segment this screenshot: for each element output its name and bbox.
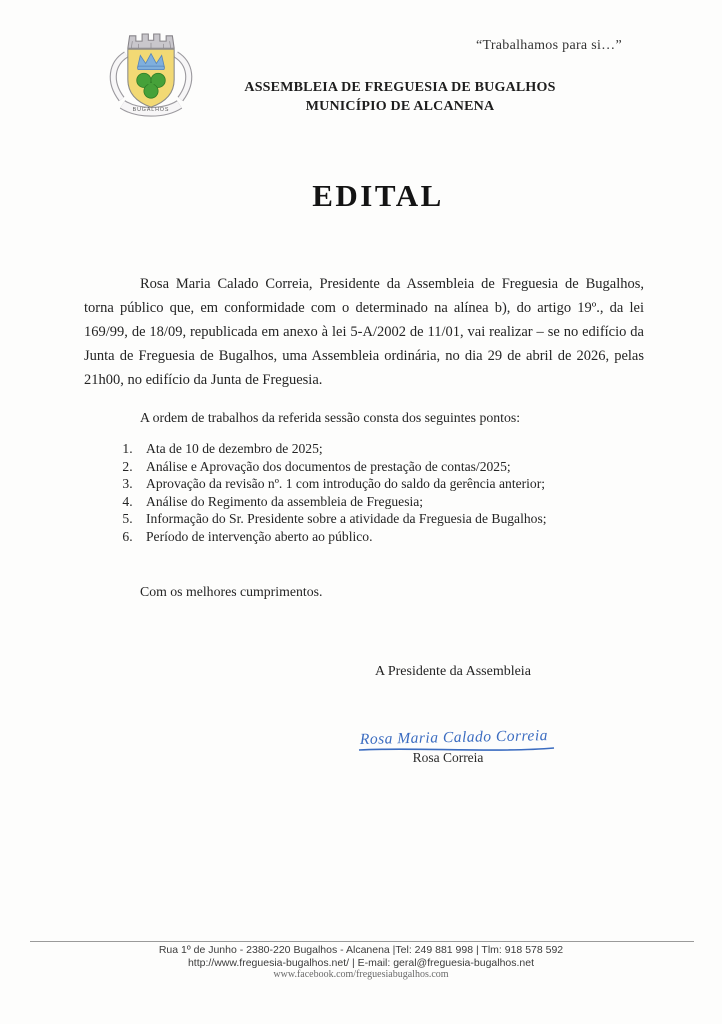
- signature-script-text: Rosa Maria Calado Correia: [359, 727, 549, 748]
- footer-web-line: http://www.freguesia-bugalhos.net/ | E-mail: geral@freguesia-bugalhos.net: [187, 956, 535, 969]
- footer: [0, 944, 722, 982]
- signer-printed-name: Rosa Correia: [412, 750, 484, 765]
- agenda-list: [118, 440, 638, 546]
- notice-body-paragraph: Rosa Maria Calado Correia, Presidente da Assembleia de Freguesia de Bugalhos, torna público que, em conformidade com o determinado na alínea b), do artigo 19º., da lei 169/99, de 18/09, republicada em anexo à lei 5-A/2002 de 11/01, vai realizar – se no edifício da Junta de Freguesia de Bugalhos, uma Assembleia ordinária, no dia 29 de abril de 2026, pelas 21h00, no edifício da Junta de Freguesia.: [84, 276, 644, 388]
- agenda-item-2: 2. Análise e Aprovação dos documentos de prestação de contas/2025;: [136, 458, 638, 476]
- footer-facebook-line: www.facebook.com/freguesiabugalhos.com: [273, 969, 449, 980]
- org-header: [200, 78, 600, 116]
- org-name-line2: MUNICÍPIO DE ALCANENA: [305, 99, 495, 114]
- org-name-line1: ASSEMBLEIA DE FREGUESIA DE BUGALHOS: [244, 80, 556, 95]
- agenda-item-3: 3. Aprovação da revisão nº. 1 com introdução do saldo da gerência anterior;: [136, 475, 638, 493]
- motto-quote: “Trabalhamos para si…”: [475, 38, 622, 53]
- footer-divider: [30, 941, 694, 942]
- agenda-item-1: 1. Ata de 10 de dezembro de 2025;: [136, 440, 638, 458]
- bugalhos-coat-of-arms: [96, 26, 206, 124]
- agenda-item-5: 5. Informação do Sr. Presidente sobre a atividade da Freguesia de Bugalhos;: [136, 510, 638, 528]
- crest-banner-text: BUGALHOS: [132, 107, 170, 114]
- footer-address-line: Rua 1º de Junho - 2380-220 Bugalhos - Alcanena |Tel: 249 881 998 | Tlm: 918 578 592: [158, 944, 564, 956]
- agenda-intro: A ordem de trabalhos da referida sessão consta dos seguintes pontos:: [140, 410, 521, 425]
- signer-role: A Presidente da Assembleia: [375, 664, 531, 679]
- agenda-item-4: 4. Análise do Regimento da assembleia de Freguesia;: [136, 493, 638, 511]
- closing-salutation: Com os melhores cumprimentos.: [140, 584, 323, 599]
- document-title: EDITAL: [312, 178, 444, 213]
- agenda-item-6: 6. Período de intervenção aberto ao público.: [136, 528, 638, 546]
